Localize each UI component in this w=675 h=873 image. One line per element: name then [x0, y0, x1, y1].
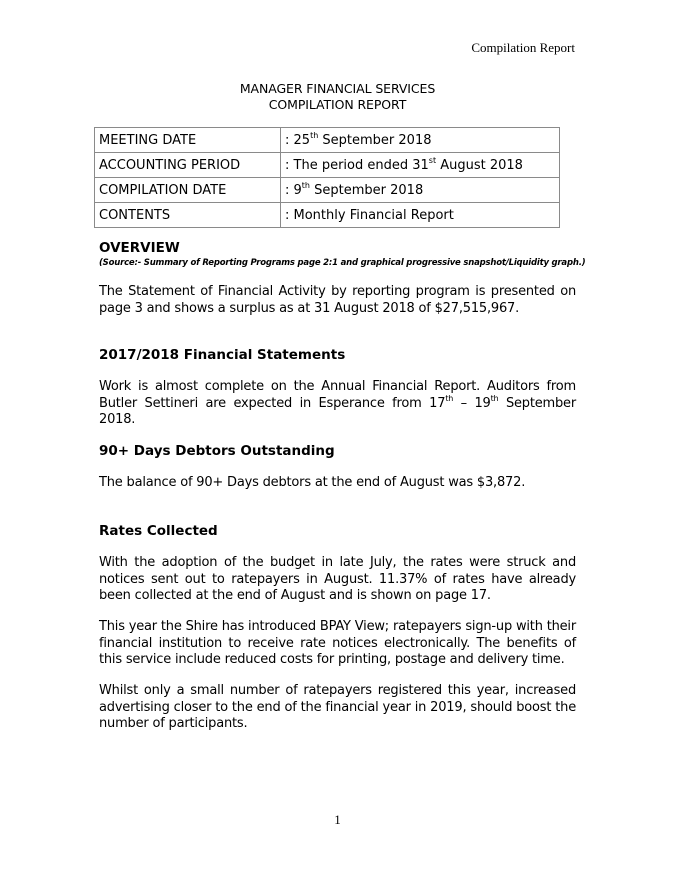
fs-text-start: Work is almost complete on the Annual Financial Report. Auditors from Butler Settineri are expected in Esperance from 17 — [99, 379, 576, 411]
report-title — [0, 81, 675, 113]
fs-text-mid: – 19 — [453, 395, 491, 411]
financial-statements-paragraph — [99, 379, 576, 429]
overview-source-note: (Source:- Summary of Reporting Programs page 2:1 and graphical progressive snapshot/Liquidity graph.) — [99, 258, 586, 268]
rates-paragraph-1: With the adoption of the budget in late July, the rates were struck and notices sent out to ratepayers in August. 11.37% of rates have already been collected at the end of August and is shown on page 17. — [99, 555, 576, 603]
meeting-date-day: : 25 — [285, 132, 311, 148]
compilation-date-suffix: th — [301, 180, 311, 190]
table-row — [95, 153, 560, 178]
table-row — [95, 178, 560, 203]
financial-statements-heading: 2017/2018 Financial Statements — [99, 347, 346, 363]
meeting-date-suffix: th — [310, 130, 319, 140]
meeting-date-value — [281, 128, 560, 153]
compilation-date-label: COMPILATION DATE — [95, 178, 281, 203]
rates-paragraph-3: Whilst only a small number of ratepayers registered this year, increased advertising closer to the end of the financial year in 2019, should boost the number of participants. — [99, 683, 576, 731]
compilation-date-value — [281, 178, 560, 203]
title-line-2: COMPILATION REPORT — [268, 97, 407, 112]
title-line-1: MANAGER FINANCIAL SERVICES — [239, 81, 436, 96]
meeting-details-table — [94, 127, 560, 228]
accounting-period-suffix: st — [428, 155, 437, 165]
compilation-date-month: September 2018 — [310, 182, 424, 198]
contents-value: : Monthly Financial Report — [281, 203, 560, 228]
accounting-period-month: August 2018 — [436, 157, 523, 173]
compilation-date-day: : 9 — [285, 182, 302, 198]
rates-heading: Rates Collected — [99, 523, 218, 539]
fs-sup-1: th — [445, 393, 454, 403]
debtors-paragraph: The balance of 90+ Days debtors at the end of August was $3,872. — [99, 475, 526, 490]
accounting-period-value — [281, 153, 560, 178]
fs-text-end: September 2018. — [99, 395, 576, 427]
debtors-heading: 90+ Days Debtors Outstanding — [99, 443, 335, 459]
overview-paragraph: The Statement of Financial Activity by reporting program is presented on page 3 and shows a surplus as at 31 August 2018 of $27,515,967. — [99, 284, 576, 316]
meeting-date-label: MEETING DATE — [95, 128, 281, 153]
meeting-date-month: September 2018 — [318, 132, 432, 148]
table-row — [95, 128, 560, 153]
accounting-period-label: ACCOUNTING PERIOD — [95, 153, 281, 178]
overview-heading: OVERVIEW — [99, 240, 180, 256]
accounting-period-day: : The period ended 31 — [285, 157, 429, 173]
contents-label: CONTENTS — [95, 203, 281, 228]
page-number: 1 — [334, 812, 341, 827]
rates-paragraph-2: This year the Shire has introduced BPAY View; ratepayers sign-up with their financial institution to receive rate notices electronically. The benefits of this service include reduced costs for printing, postage and delivery time. — [99, 619, 576, 667]
fs-sup-2: th — [490, 393, 499, 403]
running-header: Compilation Report — [471, 40, 575, 55]
table-row — [95, 203, 560, 228]
